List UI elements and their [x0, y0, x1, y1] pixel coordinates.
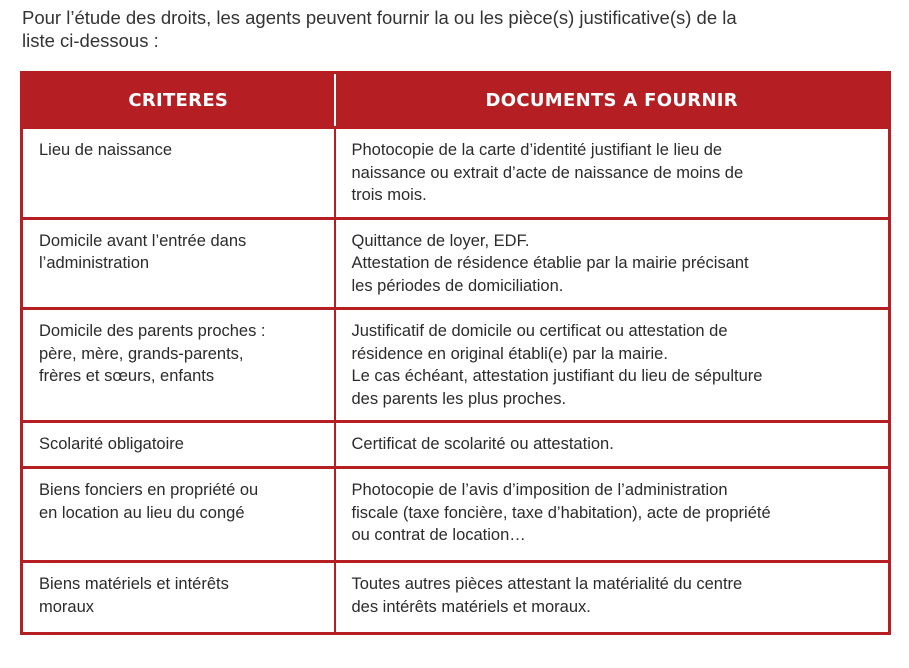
cell-line: des intérêts matériels et moraux.: [351, 597, 591, 616]
cell-line: trois mois.: [351, 186, 427, 204]
cell-line: l’administration: [39, 254, 150, 272]
cell-line: Toutes autres pièces attestant la matérialité du centre: [351, 575, 743, 593]
documents-column-header: DOCUMENTS A FOURNIR: [335, 73, 890, 128]
criteria-column-header: CRITERES: [22, 73, 335, 128]
documents-table: [20, 71, 891, 635]
cell-line: moraux: [39, 597, 95, 616]
cell-line: Le cas échéant, attestation justifiant du lieu de sépulture: [351, 367, 763, 385]
cell-line: frères et sœurs, enfants: [39, 367, 215, 385]
table-row: [22, 309, 890, 422]
cell-line: Justificatif de domicile ou certificat ou attestation de: [351, 322, 728, 340]
documents-cell: [335, 309, 890, 422]
cell-line: Attestation de résidence établie par la mairie précisant: [351, 254, 749, 272]
table-row: [22, 562, 890, 634]
table-header-row: [22, 73, 890, 128]
intro-paragraph: [22, 6, 894, 52]
documents-cell: [335, 128, 890, 219]
cell-line: en location au lieu du congé: [39, 503, 245, 522]
cell-line: Photocopie de la carte d’identité justifiant le lieu de: [351, 141, 723, 159]
cell-line: Photocopie de l’avis d’imposition de l’administration: [351, 481, 728, 499]
intro-line: Pour l’étude des droits, les agents peuvent fournir la ou les pièce(s) justificative(s) de la: [22, 7, 737, 28]
cell-line: des parents les plus proches.: [351, 389, 567, 408]
documents-cell: [335, 218, 890, 309]
table-row: [22, 218, 890, 309]
documents-cell: [335, 468, 890, 562]
cell-line: fiscale (taxe foncière, taxe d’habitation), acte de propriété: [351, 503, 771, 522]
cell-line: naissance ou extrait d’acte de naissance de moins de: [351, 163, 744, 182]
intro-line: liste ci-dessous :: [22, 30, 159, 51]
cell-line: les périodes de domiciliation.: [351, 276, 564, 295]
documents-cell: [335, 562, 890, 634]
cell-line: Certificat de scolarité ou attestation.: [351, 435, 614, 453]
cell-line: Domicile avant l’entrée dans: [39, 231, 247, 250]
cell-line: Biens matériels et intérêts: [39, 575, 229, 593]
criteria-cell: [22, 218, 335, 309]
cell-line: père, mère, grands-parents,: [39, 344, 244, 363]
cell-line: ou contrat de location…: [351, 526, 526, 544]
cell-line: Domicile des parents proches :: [39, 322, 266, 340]
criteria-cell: [22, 128, 335, 219]
cell-line: Lieu de naissance: [39, 141, 173, 159]
cell-line: Scolarité obligatoire: [39, 435, 184, 453]
cell-line: Quittance de loyer, EDF.: [351, 231, 530, 250]
table-row: [22, 422, 890, 468]
cell-line: Biens fonciers en propriété ou: [39, 481, 259, 499]
criteria-cell: [22, 562, 335, 634]
criteria-cell: [22, 422, 335, 468]
criteria-cell: [22, 309, 335, 422]
criteria-cell: [22, 468, 335, 562]
table-row: [22, 468, 890, 562]
cell-line: résidence en original établi(e) par la mairie.: [351, 344, 668, 363]
table-row: [22, 128, 890, 219]
documents-cell: [335, 422, 890, 468]
